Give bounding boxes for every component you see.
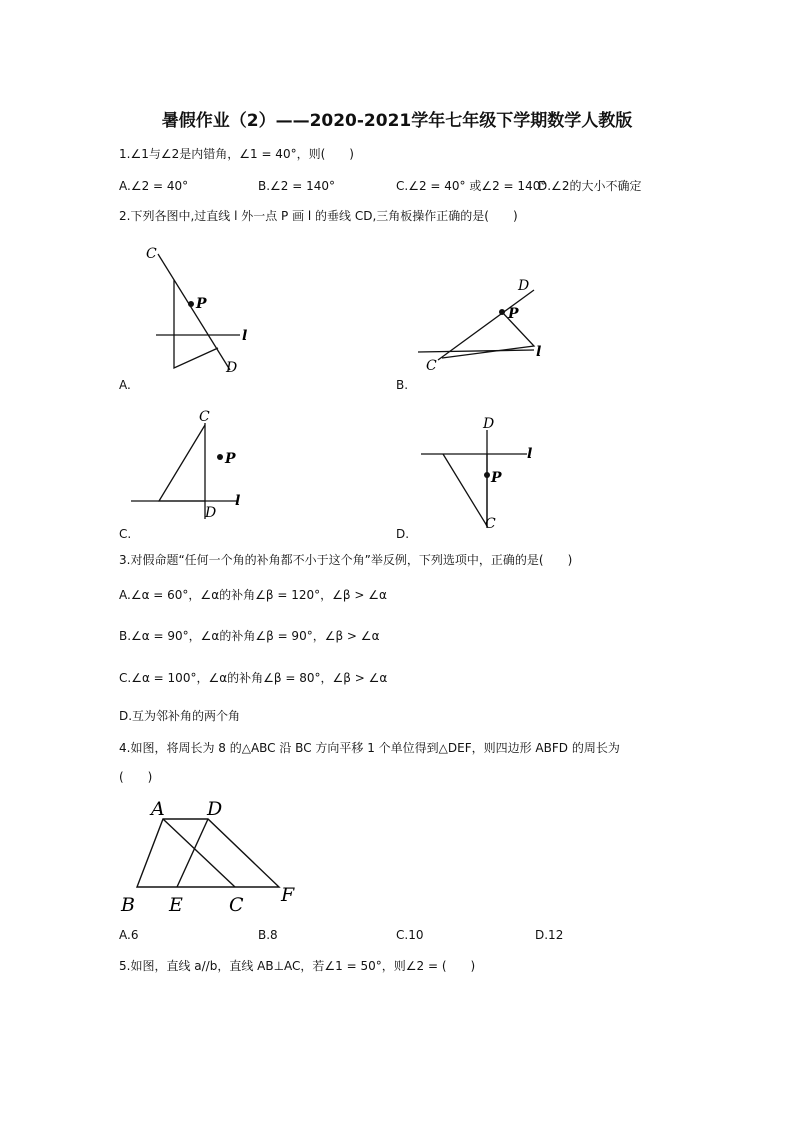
label-d: D (483, 416, 495, 432)
q2-figure-b (410, 270, 560, 380)
q2-stem: 2.下列各图中,过直线 l 外一点 P 画 l 的垂线 CD,三角板操作正确的是( ) (119, 209, 518, 223)
q2-figure-d (415, 412, 545, 537)
q4-option-b: B.8 (258, 928, 278, 942)
q4-option-a: A.6 (119, 928, 139, 942)
label-c: C (485, 516, 496, 532)
label-f: F (281, 884, 295, 906)
point-p (188, 301, 194, 307)
q3-option-d: D.互为邻补角的两个角 (119, 709, 241, 723)
label-l: l (527, 446, 533, 462)
label-p: P (491, 470, 502, 486)
label-p: P (196, 296, 207, 312)
q2-figure-a (140, 240, 260, 380)
label-b: B (121, 894, 135, 916)
q2-option-b: B. (396, 378, 409, 392)
q4-figure (115, 795, 315, 920)
label-c: C (229, 894, 244, 916)
label-d: D (226, 360, 238, 376)
triangle-ruler (159, 425, 205, 501)
line-cd (158, 254, 230, 370)
q1-option-b: B.∠2 = 140° (258, 179, 336, 193)
point-p (217, 454, 223, 460)
segment-de (177, 819, 208, 887)
triangle-ruler (174, 280, 218, 368)
label-l: l (536, 344, 542, 360)
q3-option-c: C.∠α = 100°，∠α的补角∠β = 80°，∠β > ∠α (119, 671, 388, 685)
q2-option-c: C. (119, 527, 132, 541)
label-p: P (508, 306, 519, 322)
q4-option-c: C.10 (396, 928, 424, 942)
q1-stem: 1.∠1与∠2是内错角，∠1 = 40°，则( ) (119, 147, 354, 161)
quadrilateral-abfd (137, 819, 279, 887)
q3-option-a: A.∠α = 60°，∠α的补角∠β = 120°，∠β > ∠α (119, 588, 387, 602)
segment-ac (163, 819, 235, 887)
triangle-ruler (443, 454, 487, 526)
label-e: E (169, 894, 183, 916)
label-l: l (242, 328, 248, 344)
q5-stem: 5.如图，直线 a//b，直线 AB⊥AC，若∠1 = 50°，则∠2 = ( ) (119, 959, 476, 973)
page-title: 暑假作业（2）——2020-2021学年七年级下学期数学人教版 (161, 111, 633, 131)
q4-stem: 4.如图，将周长为 8 的△ABC 沿 BC 方向平移 1 个单位得到△DEF，则四边形 ABFD 的周长为 (119, 741, 620, 755)
q4-stem-cont: ( ) (119, 770, 153, 784)
q4-option-d: D.12 (535, 928, 564, 942)
label-c: C (146, 246, 157, 262)
line-cd (438, 290, 534, 360)
q2-option-d: D. (396, 527, 410, 541)
label-p: P (225, 451, 236, 467)
point-p (499, 309, 505, 315)
label-c: C (199, 409, 210, 425)
label-d: D (207, 798, 223, 820)
label-d: D (205, 505, 217, 521)
q1-option-d: D.∠2的大小不确定 (538, 179, 642, 193)
line-l (418, 350, 534, 352)
q2-figure-c (125, 405, 255, 525)
q3-option-b: B.∠α = 90°，∠α的补角∠β = 90°，∠β > ∠α (119, 629, 380, 643)
q2-option-a: A. (119, 378, 131, 392)
q1-option-c: C.∠2 = 40° 或∠2 = 140° (396, 179, 547, 193)
label-d: D (518, 278, 530, 294)
label-c: C (426, 358, 437, 374)
label-a: A (151, 798, 165, 820)
point-p (484, 472, 490, 478)
q1-option-a: A.∠2 = 40° (119, 179, 189, 193)
q3-stem: 3.对假命题“任何一个角的补角都不小于这个角”举反例，下列选项中，正确的是( ) (119, 553, 573, 567)
label-l: l (235, 493, 241, 509)
